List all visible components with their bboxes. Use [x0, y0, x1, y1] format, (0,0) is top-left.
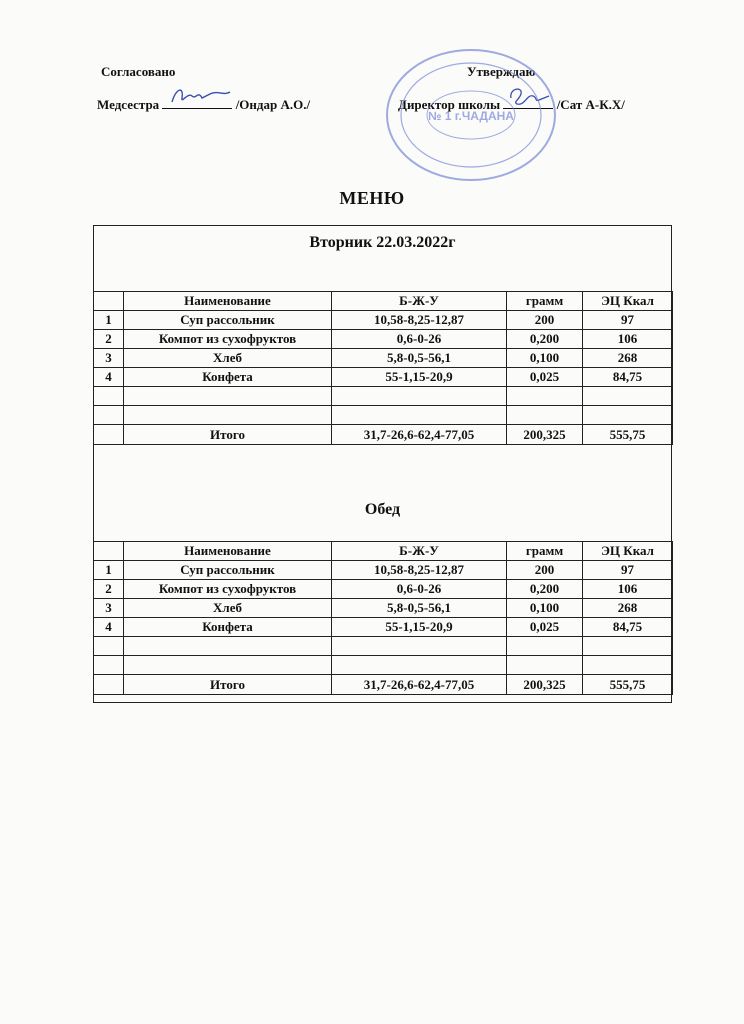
- row-number: 2: [94, 330, 124, 349]
- table-row: [94, 368, 673, 387]
- dish-name: Конфета: [124, 618, 332, 637]
- table-row: [94, 580, 673, 599]
- total-gram: 200,325: [507, 675, 583, 695]
- dish-gram: 0,100: [507, 599, 583, 618]
- dish-kcal: 268: [583, 599, 673, 618]
- dish-name: Суп рассольник: [124, 561, 332, 580]
- row-number: [94, 656, 124, 675]
- table-row: [94, 311, 673, 330]
- dish-name: Компот из сухофруктов: [124, 330, 332, 349]
- column-header: Наименование: [124, 292, 332, 311]
- nurse-signature-line: [97, 96, 310, 113]
- row-number: [94, 406, 124, 425]
- row-number: 4: [94, 368, 124, 387]
- row-number: 2: [94, 580, 124, 599]
- table-row: [94, 618, 673, 637]
- dish-gram: 0,025: [507, 368, 583, 387]
- dish-gram: 0,200: [507, 580, 583, 599]
- nurse-signature-field: [162, 96, 232, 109]
- table-header-row: [94, 292, 673, 311]
- nurse-name: /Ондар А.О./: [235, 97, 311, 112]
- dish-bju: 5,8-0,5-56,1: [332, 349, 507, 368]
- table-row: [94, 637, 673, 656]
- dish-name: Хлеб: [124, 599, 332, 618]
- column-header: Наименование: [124, 542, 332, 561]
- row-number: 4: [94, 618, 124, 637]
- dish-gram: [507, 387, 583, 406]
- dish-kcal: 106: [583, 330, 673, 349]
- dish-bju: [332, 387, 507, 406]
- total-row: [94, 675, 673, 695]
- table-row: [94, 599, 673, 618]
- dish-gram: 0,200: [507, 330, 583, 349]
- table-row: [94, 387, 673, 406]
- column-header: ЭЦ Ккал: [583, 542, 673, 561]
- dish-kcal: [583, 406, 673, 425]
- dish-gram: 0,025: [507, 618, 583, 637]
- dish-gram: [507, 406, 583, 425]
- table-row: [94, 406, 673, 425]
- table-header-row: [94, 542, 673, 561]
- dish-kcal: [583, 656, 673, 675]
- director-name: /Сат А-К.Х/: [556, 97, 625, 112]
- dish-kcal: 84,75: [583, 618, 673, 637]
- row-number: 3: [94, 349, 124, 368]
- row-number: 1: [94, 311, 124, 330]
- dish-bju: 55-1,15-20,9: [332, 368, 507, 387]
- row-number: 1: [94, 561, 124, 580]
- total-gram: 200,325: [507, 425, 583, 445]
- total-bju: 31,7-26,6-62,4-77,05: [332, 425, 507, 445]
- table-row: [94, 561, 673, 580]
- dish-bju: 10,58-8,25-12,87: [332, 561, 507, 580]
- dish-bju: [332, 656, 507, 675]
- dish-bju: 0,6-0-26: [332, 330, 507, 349]
- dish-kcal: 268: [583, 349, 673, 368]
- dish-gram: [507, 637, 583, 656]
- menu-box: [93, 225, 672, 703]
- dish-name: Конфета: [124, 368, 332, 387]
- column-header: [94, 292, 124, 311]
- dish-bju: 0,6-0-26: [332, 580, 507, 599]
- dish-name: Суп рассольник: [124, 311, 332, 330]
- total-blank: [94, 675, 124, 695]
- page-title: МЕНЮ: [339, 188, 405, 208]
- dish-bju: [332, 406, 507, 425]
- dish-name: [124, 656, 332, 675]
- stamp-text: № 1 г.ЧАДАНА: [428, 109, 514, 123]
- total-label: Итого: [124, 675, 332, 695]
- column-header: ЭЦ Ккал: [583, 292, 673, 311]
- column-header: Б-Ж-У: [332, 542, 507, 561]
- total-bju: 31,7-26,6-62,4-77,05: [332, 675, 507, 695]
- school-stamp-icon: [383, 46, 559, 184]
- dish-bju: 5,8-0,5-56,1: [332, 599, 507, 618]
- approved-label: Согласовано: [101, 64, 176, 79]
- row-number: [94, 387, 124, 406]
- dish-gram: 0,100: [507, 349, 583, 368]
- breakfast-table: [93, 291, 673, 445]
- nurse-title: Медсестра: [97, 97, 160, 112]
- column-header: Б-Ж-У: [332, 292, 507, 311]
- lunch-heading: Обед: [364, 501, 401, 518]
- dish-kcal: [583, 387, 673, 406]
- dish-gram: 200: [507, 561, 583, 580]
- row-number: 3: [94, 599, 124, 618]
- dish-bju: 55-1,15-20,9: [332, 618, 507, 637]
- total-label: Итого: [124, 425, 332, 445]
- dish-kcal: [583, 637, 673, 656]
- dish-kcal: 97: [583, 311, 673, 330]
- table-row: [94, 330, 673, 349]
- lunch-table: [93, 541, 673, 695]
- director-title: Директор школы: [398, 97, 501, 112]
- dish-name: Компот из сухофруктов: [124, 580, 332, 599]
- table-row: [94, 656, 673, 675]
- column-header: грамм: [507, 542, 583, 561]
- total-blank: [94, 425, 124, 445]
- nurse-signature-icon: [162, 84, 232, 110]
- dish-gram: 200: [507, 311, 583, 330]
- dish-name: [124, 406, 332, 425]
- dish-gram: [507, 656, 583, 675]
- dish-kcal: 84,75: [583, 368, 673, 387]
- dish-name: Хлеб: [124, 349, 332, 368]
- table-row: [94, 349, 673, 368]
- dish-kcal: 97: [583, 561, 673, 580]
- row-number: [94, 637, 124, 656]
- dish-kcal: 106: [583, 580, 673, 599]
- confirmed-label: Утверждаю: [467, 64, 536, 79]
- column-header: грамм: [507, 292, 583, 311]
- day-heading: Вторник 22.03.2022г: [309, 234, 456, 251]
- dish-name: [124, 637, 332, 656]
- column-header: [94, 542, 124, 561]
- dish-bju: 10,58-8,25-12,87: [332, 311, 507, 330]
- total-kcal: 555,75: [583, 675, 673, 695]
- total-row: [94, 425, 673, 445]
- total-kcal: 555,75: [583, 425, 673, 445]
- dish-bju: [332, 637, 507, 656]
- dish-name: [124, 387, 332, 406]
